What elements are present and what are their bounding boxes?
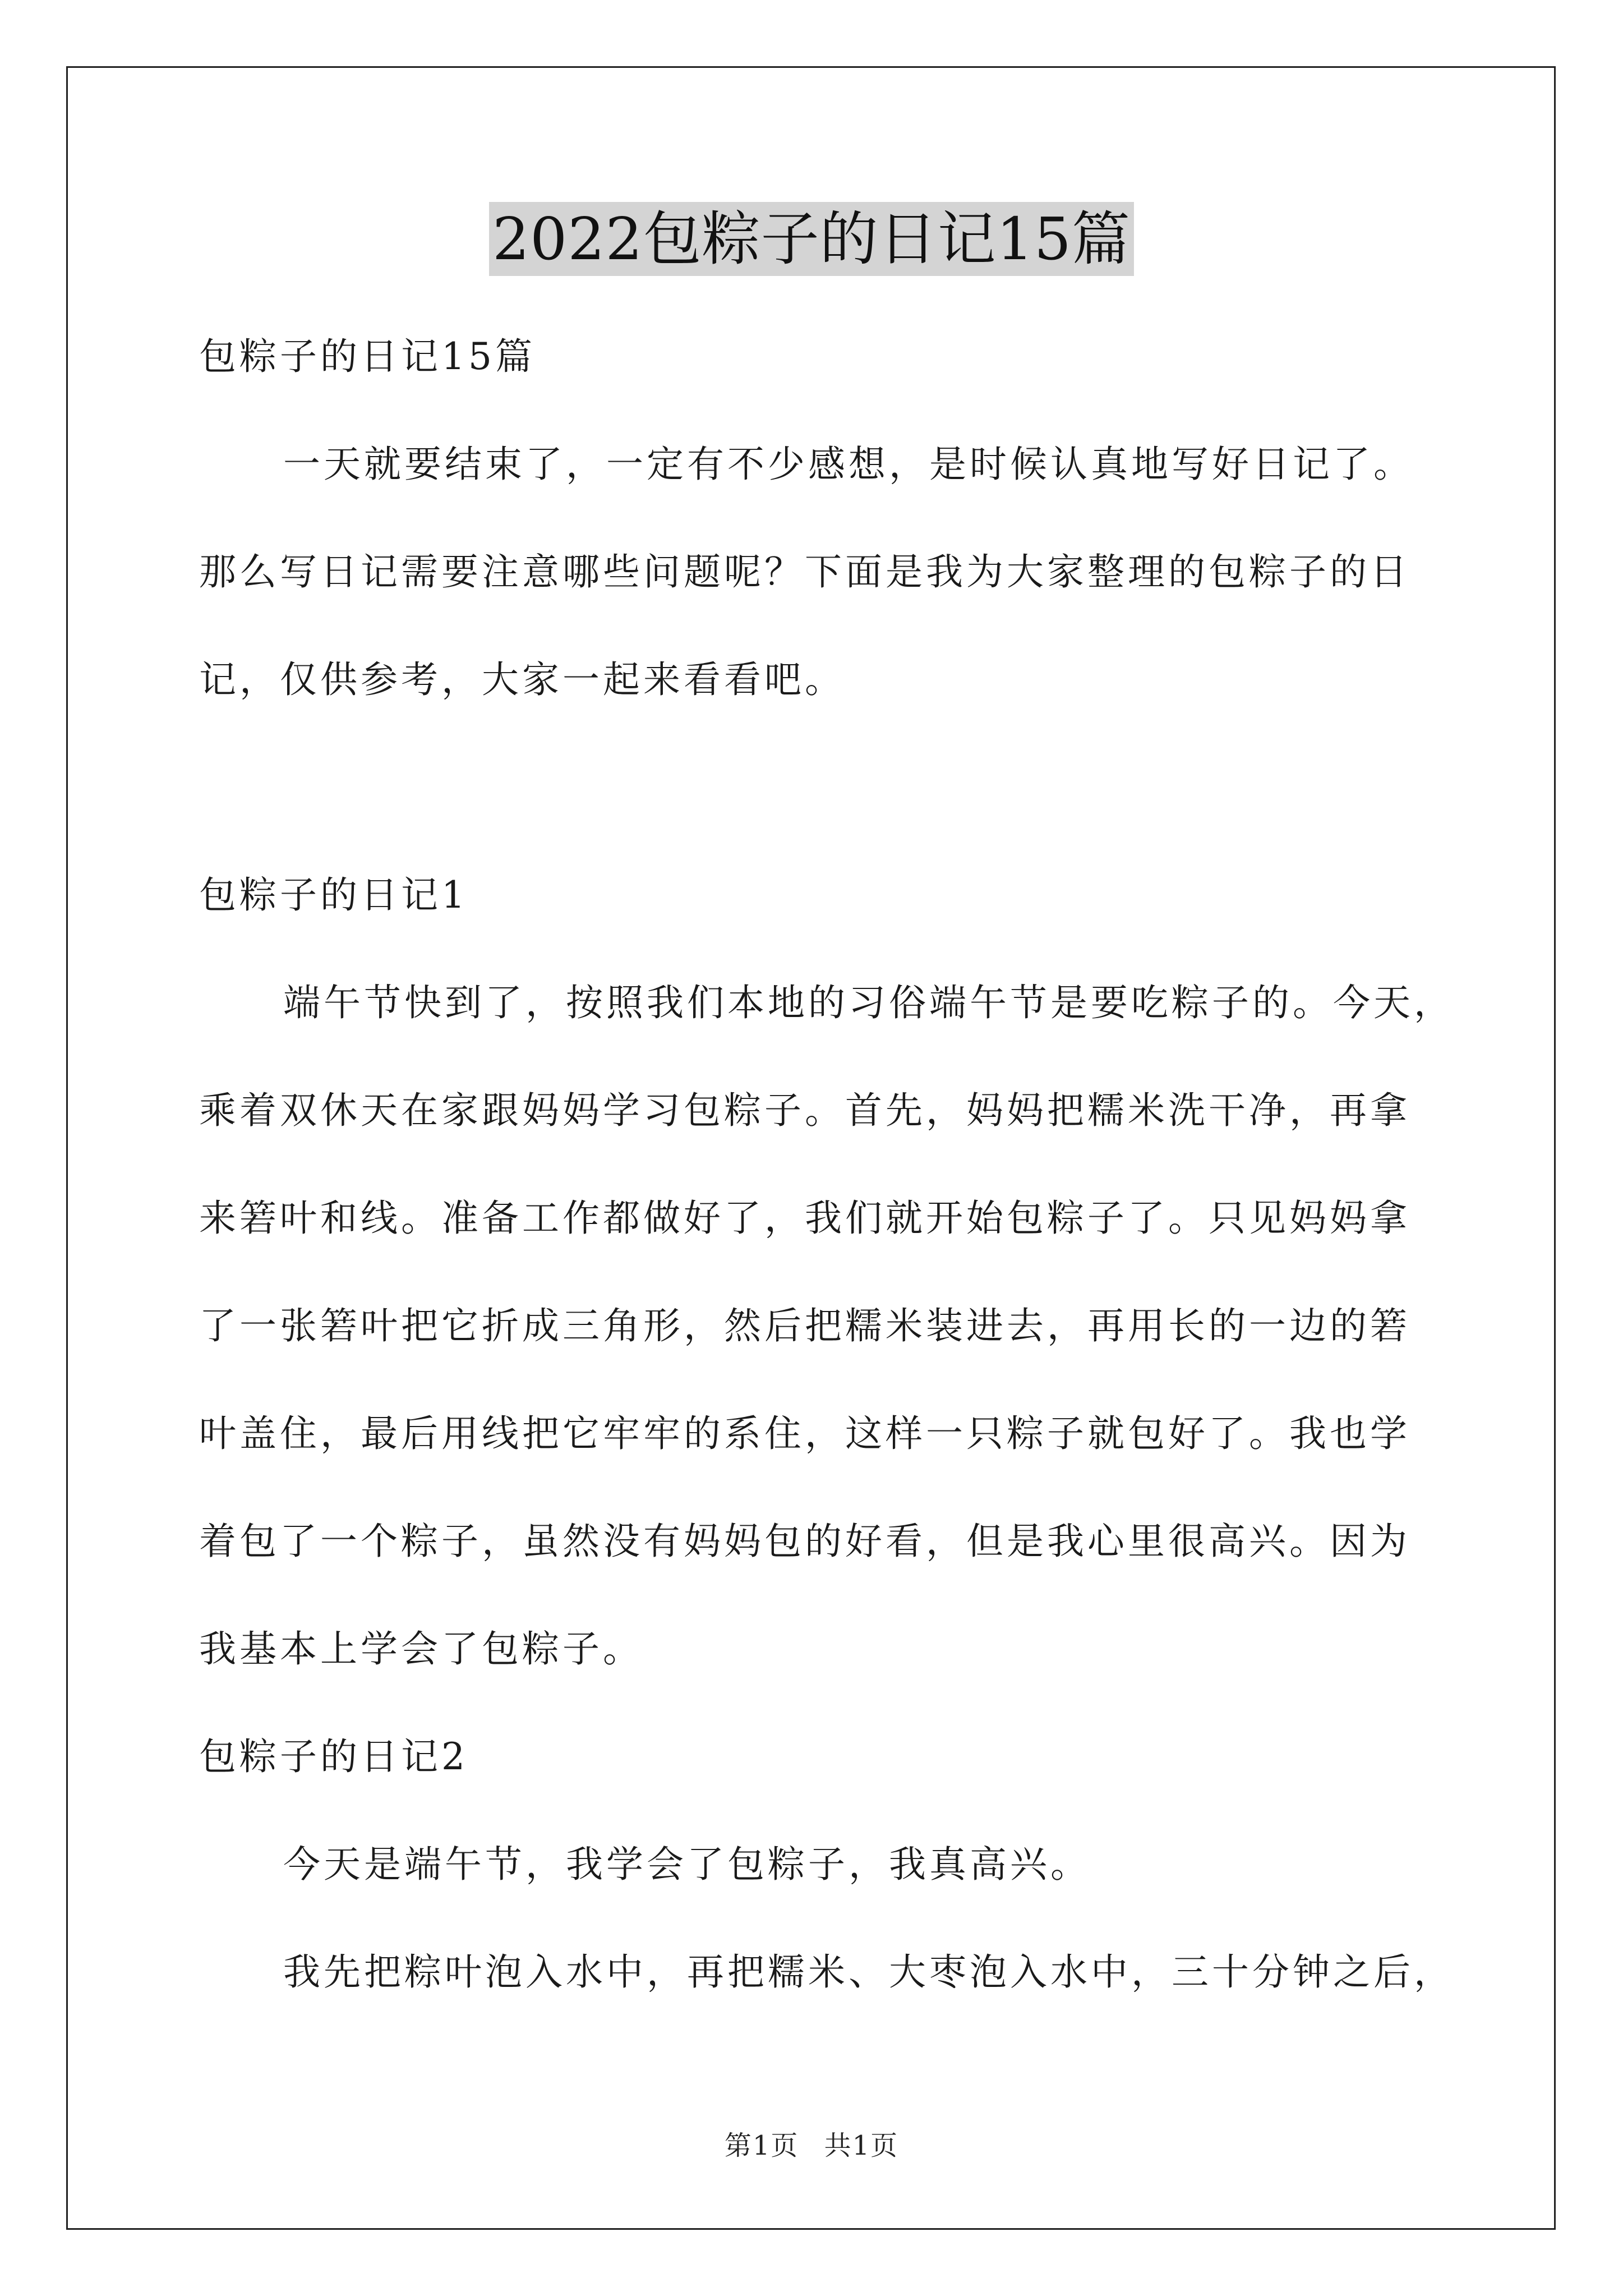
section-1-line: 乘着双休天在家跟妈妈学习包粽子。首先，妈妈把糯米洗干净，再拿: [199, 1089, 1410, 1132]
section-2-paragraph: 今天是端午节，我学会了包粽子，我真高兴。: [283, 1843, 1091, 1886]
section-heading-2: 包粽子的日记2: [199, 1735, 468, 1778]
section-1-line: 了一张箬叶把它折成三角形，然后把糯米装进去，再用长的一边的箬: [199, 1304, 1410, 1347]
section-1-line: 我基本上学会了包粽子。: [199, 1627, 643, 1671]
section-2-paragraph: 我先把粽叶泡入水中，再把糯米、大枣泡入水中，三十分钟之后，: [283, 1950, 1454, 1994]
intro-line: 那么写日记需要注意哪些问题呢？下面是我为大家整理的包粽子的日: [199, 550, 1410, 593]
page-number-total: 共1页: [824, 2130, 899, 2161]
page-footer: [0, 2129, 1623, 2162]
section-1-line: 叶盖住，最后用线把它牢牢的系住，这样一只粽子就包好了。我也学: [199, 1412, 1410, 1455]
section-1-line: 端午节快到了，按照我们本地的习俗端午节是要吃粽子的。今天，: [283, 981, 1454, 1024]
intro-line: 一天就要结束了，一定有不少感想，是时候认真地写好日记了。: [283, 443, 1414, 486]
section-1-line: 着包了一个粽子，虽然没有妈妈包的好看，但是我心里很高兴。因为: [199, 1520, 1410, 1563]
title-wrap: [0, 202, 1623, 276]
document-title: 2022包粽子的日记15篇: [489, 202, 1134, 276]
page-number-current: 第1页: [724, 2130, 799, 2161]
section-heading-1: 包粽子的日记1: [199, 873, 468, 917]
section-1-line: 来箬叶和线。准备工作都做好了，我们就开始包粽子了。只见妈妈拿: [199, 1197, 1410, 1240]
intro-heading: 包粽子的日记15篇: [199, 335, 536, 378]
blank-line: [199, 734, 1433, 841]
document-body: [199, 303, 1454, 2026]
intro-line: 记，仅供参考，大家一起来看看吧。: [199, 658, 845, 701]
